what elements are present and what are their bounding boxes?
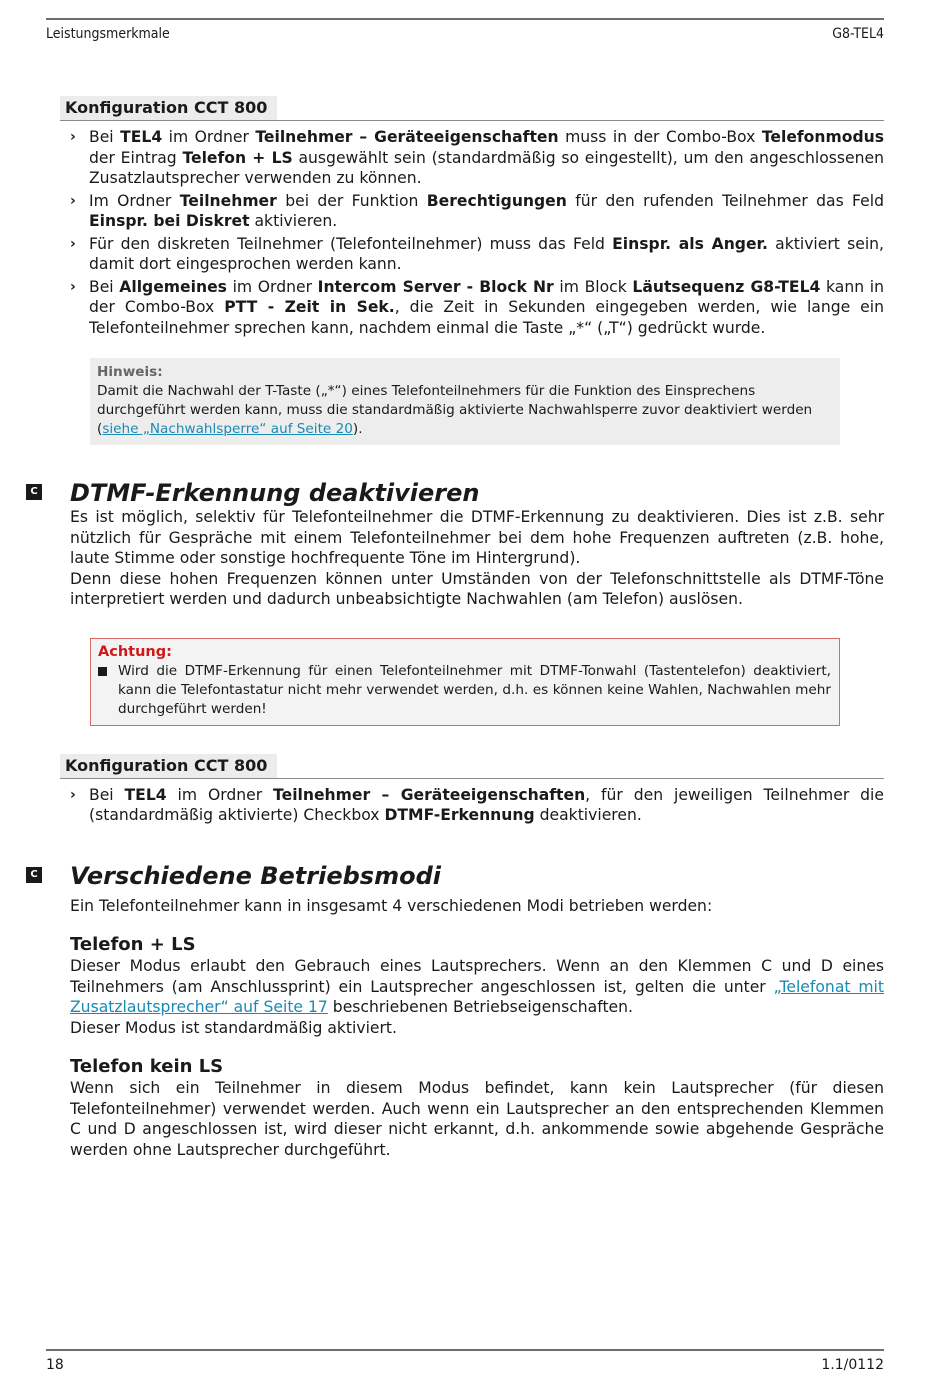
config-steps-list: [60, 785, 884, 826]
section-c-icon: C: [26, 484, 42, 500]
paragraph: [70, 956, 884, 1018]
step-text: im Block: [553, 277, 633, 296]
step-text: im Ordner: [162, 128, 256, 146]
step-text: deaktivieren.: [534, 806, 642, 824]
step-emphasis: TEL4: [120, 128, 163, 146]
paragraph: Wenn sich ein Teilnehmer in diesem Modus befindet, kann kein Lautsprecher (für diesen Telefonteilnehmer) verwendet werden. Auch wenn ein Lautsprecher an den entsprechenden Klemmen C und D angeschlossen ist, wird dieser nicht erkannt, d.h. ankommende sowie abgehende Gespräche werden ohne Lautsprecher durchgeführt.: [70, 1079, 884, 1159]
page-content: [30, 96, 884, 1160]
step-text: kann in der Combo-Box: [89, 277, 884, 316]
config-step: [70, 277, 884, 339]
step-emphasis: Telefonmodus: [761, 128, 884, 146]
step-emphasis: PTT - Zeit in Sek.: [224, 298, 395, 316]
step-emphasis: Läutsequenz G8-TEL4: [632, 277, 821, 296]
header-section-label: Leistungsmerkmale: [46, 26, 170, 42]
note-box: [90, 358, 840, 445]
step-emphasis: Intercom Server - Block Nr: [317, 277, 554, 296]
chevron-right-icon: ›: [70, 192, 76, 209]
warning-box: [90, 638, 840, 726]
step-emphasis: Berechtigungen: [426, 191, 567, 210]
config-heading-label: Konfiguration CCT 800: [60, 754, 277, 778]
document-version: 1.1/0112: [821, 1357, 884, 1373]
note-text: [97, 382, 833, 439]
step-emphasis: Teilnehmer – Geräteeigenschaften: [273, 785, 586, 804]
warning-title: Achtung:: [98, 643, 172, 660]
page-number: 18: [46, 1357, 64, 1373]
step-text: , für den jeweiligen Teilnehmer die (standardmäßig aktivierte) Checkbox: [89, 785, 884, 824]
step-text: Für den diskreten Teilnehmer (Telefonteilnehmer) muss das Feld: [89, 234, 613, 253]
paragraph-text-start: Dieser Modus erlaubt den Gebrauch eines Lautsprechers. Wenn an den Klemmen C und D eines Teilnehmers (am Anschlussprint) ein Lautsprecher angeschlossen ist, gelten die unter: [70, 957, 884, 996]
chevron-right-icon: ›: [70, 129, 76, 145]
note-text-end: ).: [352, 421, 363, 437]
step-emphasis: DTMF-Erkennung: [384, 806, 535, 824]
subheading: Telefon + LS: [70, 934, 196, 955]
step-emphasis: Teilnehmer – Geräteeigenschaften: [255, 128, 559, 146]
chevron-right-icon: ›: [70, 235, 76, 252]
step-text: muss in der Combo-Box: [558, 128, 762, 146]
step-text: im Ordner: [166, 785, 274, 804]
paragraph: Ein Telefonteilnehmer kann in insgesamt 4 verschiedenen Modi betrieben werden:: [70, 896, 713, 915]
step-text: der Eintrag: [89, 148, 183, 167]
step-text: aktivieren.: [249, 212, 338, 230]
section-heading-label: DTMF-Erkennung deaktivieren: [70, 479, 480, 507]
warning-item: [98, 662, 831, 719]
step-text: bei der Funktion: [276, 191, 427, 210]
section-heading: [30, 861, 884, 890]
step-emphasis: Allgemeines: [119, 277, 227, 296]
step-emphasis: TEL4: [124, 785, 167, 804]
chevron-right-icon: ›: [70, 786, 76, 803]
step-text: Bei: [89, 128, 121, 146]
note-title: Hinweis:: [97, 364, 163, 380]
square-bullet-icon: [98, 667, 107, 676]
page-footer: [46, 1349, 884, 1373]
step-emphasis: Teilnehmer: [179, 191, 277, 210]
step-text: Bei: [89, 785, 125, 804]
step-emphasis: Einspr. als Anger.: [612, 234, 768, 253]
header-product-label: G8-TEL4: [832, 26, 884, 42]
config-step: [70, 127, 884, 189]
section-heading: [30, 479, 884, 507]
chevron-right-icon: ›: [70, 278, 76, 295]
subheading: Telefon kein LS: [70, 1056, 224, 1077]
page-header: [46, 18, 884, 42]
config-step: [70, 234, 884, 275]
step-text: Bei: [89, 277, 120, 296]
step-emphasis: Einspr. bei Diskret: [89, 212, 250, 230]
step-emphasis: Telefon + LS: [182, 148, 293, 167]
step-text: Im Ordner: [89, 191, 180, 210]
config-heading-label: Konfiguration CCT 800: [60, 96, 277, 120]
step-text: ausgewählt sein (standardmäßig so eingestellt), um den angeschlossenen Zusatzlautsprecher verwenden zu können.: [89, 148, 884, 187]
step-text: aktiviert sein, damit dort eingesprochen werden kann.: [89, 234, 884, 273]
config-heading: [60, 96, 884, 121]
paragraph: Dieser Modus ist standardmäßig aktiviert.: [70, 1018, 397, 1037]
section-c-icon: C: [26, 867, 42, 883]
config-steps-list: [60, 127, 884, 338]
paragraph-text-end: beschriebenen Betriebseigenschaften.: [327, 998, 633, 1016]
step-text: , die Zeit in Sekunden eingegeben werden, wie lange ein Telefonteilnehmer sprechen kann, nachdem einmal die Taste „*“ („T“) gedrückt wurde.: [89, 298, 884, 337]
paragraph: Denn diese hohen Frequenzen können unter Umständen von der Telefonschnittstelle als DTMF-Töne interpretiert werden und dadurch unbeabsichtigte Nachwahlen (am Telefon) auslösen.: [70, 569, 884, 608]
cross-reference-link[interactable]: „Telefonat mit Zusatzlautsprecher“ auf Seite 17: [70, 977, 884, 1016]
paragraph: Es ist möglich, selektiv für Telefonteilnehmer die DTMF-Erkennung zu deaktivieren. Dies ist z.B. sehr nützlich für Gespräche mit einem Telefonteilnehmer bei dem hohe Frequenzen auftreten (z.B. hohe, laute Stimme oder sonstige hochfrequente Töne im Hintergrund).: [70, 508, 884, 567]
step-text: im Ordner: [226, 277, 318, 296]
config-step: [70, 191, 884, 232]
note-text-start: Damit die Nachwahl der T-Taste („*“) eines Telefonteilnehmers für die Funktion des Einsprechens durchgeführt werden kann, muss die standardmäßig aktivierte Nachwahlsperre zuvor deaktiviert werden (: [97, 383, 813, 437]
note-link[interactable]: siehe „Nachwahlsperre“ auf Seite 20: [102, 421, 353, 437]
section-heading-label: Verschiedene Betriebsmodi: [70, 861, 441, 890]
warning-item-text: Wird die DTMF-Erkennung für einen Telefonteilnehmer mit DTMF-Tonwahl (Tastentelefon) deaktiviert, kann die Telefontastatur nicht mehr verwendet werden, d.h. es können keine Wahlen, Nachwahlen mehr durchgeführt werden!: [118, 662, 831, 717]
step-text: für den rufenden Teilnehmer das Feld: [566, 191, 884, 210]
config-heading: [60, 754, 884, 779]
config-step: [70, 785, 884, 826]
